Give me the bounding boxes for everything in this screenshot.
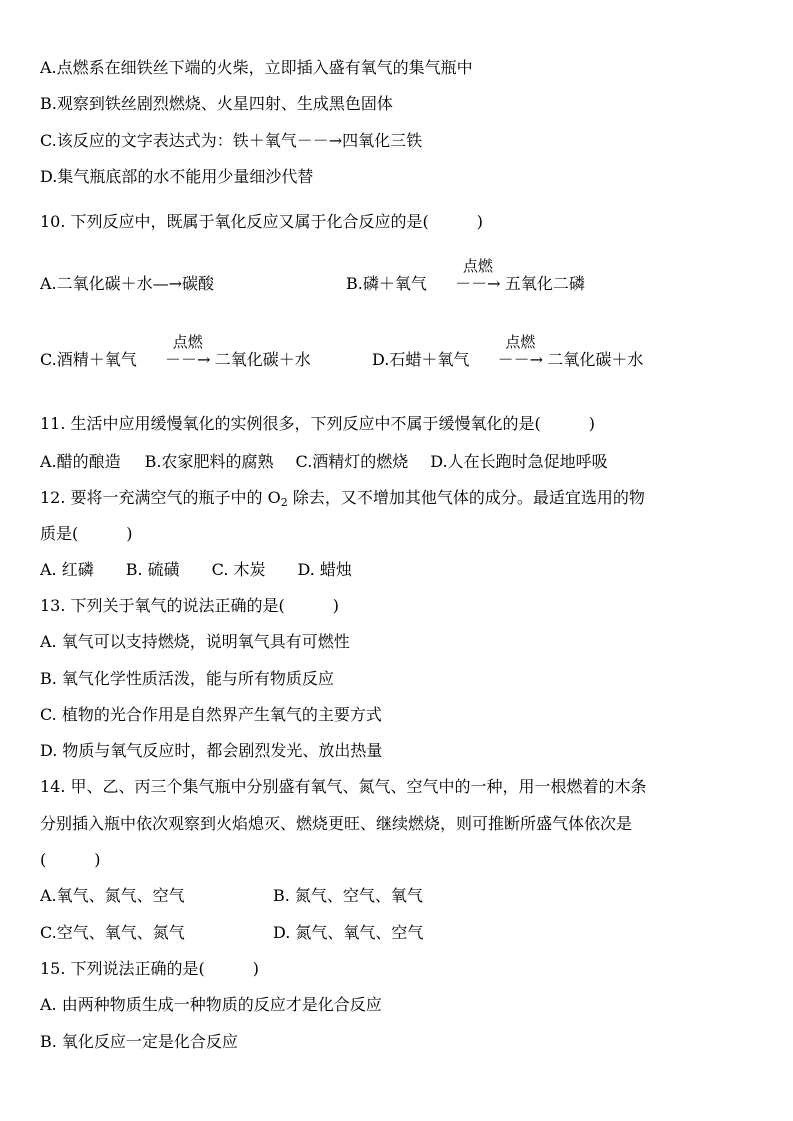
q14-stem-line-2: 分别插入瓶中依次观察到火焰熄灭、燃烧更旺、继续燃烧，则可推断所盛气体依次是: [40, 814, 633, 833]
reaction-arrow: －－→: [497, 350, 544, 369]
q14-option-a: A.氧气、氮气、空气: [40, 886, 185, 905]
q12-stem-part-1: 12. 要将一充满空气的瓶子中的 O: [40, 488, 281, 507]
q13-stem: 13. 下列关于氧气的说法正确的是( ): [40, 596, 340, 615]
q13-option-d: D. 物质与氧气反应时，都会剧烈发光、放出热量: [40, 741, 383, 760]
q12-subscript: 2: [280, 496, 288, 509]
q11-stem: 11. 生活中应用缓慢氧化的实例很多，下列反应中不属于缓慢氧化的是( ): [40, 414, 596, 433]
q12-stem-continued: 质是( ): [40, 524, 133, 543]
q12-options: A. 红磷 B. 硫磺 C. 木炭 D. 蜡烛: [40, 560, 352, 579]
q11-option-b: B.农家肥料的腐熟: [144, 452, 274, 471]
condition-label: 点燃: [462, 257, 493, 275]
condition-label: 点燃: [505, 333, 536, 351]
q10-option-b-product: 五氧化二磷: [504, 274, 585, 293]
q9-option-c: C.该反应的文字表达式为：铁＋氧气－－→四氧化三铁: [40, 131, 423, 150]
q10-stem: 10. 下列反应中，既属于氧化反应又属于化合反应的是( ): [40, 212, 484, 231]
q10-option-d: [372, 333, 644, 370]
q10-option-a: A.二氧化碳＋水—→碳酸: [40, 274, 215, 293]
q12-stem-part-2: 除去，又不增加其他气体的成分。最适宜选用的物: [287, 488, 645, 507]
q15-option-b: B. 氧化反应一定是化合反应: [40, 1032, 238, 1051]
reaction-condition: [451, 257, 505, 294]
condition-label: 点燃: [172, 333, 203, 351]
q14-option-c: C.空气、氧气、氮气: [40, 923, 185, 942]
q13-option-b: B. 氧气化学性质活泼，能与所有物质反应: [40, 669, 334, 688]
reaction-arrow: －－→: [455, 274, 501, 293]
reaction-condition: [161, 333, 215, 370]
q10-option-b-reactants: B.磷＋氧气: [346, 274, 427, 293]
q10-option-d-product: 二氧化碳＋水: [547, 350, 644, 369]
q10-option-c-reactants: C.酒精＋氧气: [40, 350, 137, 369]
q10-option-d-reactants: D.石蜡＋氧气: [372, 350, 470, 369]
q14-stem-line-3: ( ): [40, 850, 101, 869]
q9-option-a: A.点燃系在细铁丝下端的火柴，立即插入盛有氧气的集气瓶中: [40, 58, 473, 77]
q10-option-c-product: 二氧化碳＋水: [214, 350, 311, 369]
q9-option-d: D.集气瓶底部的水不能用少量细沙代替: [40, 167, 314, 186]
q13-option-c: C. 植物的光合作用是自然界产生氧气的主要方式: [40, 705, 382, 724]
q14-option-d: D. 氮气、氧气、空气: [273, 923, 424, 942]
q13-option-a: A. 氧气可以支持燃烧，说明氧气具有可燃性: [40, 632, 350, 651]
q9-option-b: B.观察到铁丝剧烈燃烧、火星四射、生成黑色固体: [40, 94, 393, 113]
q11-options: [40, 452, 608, 472]
q12-stem: [40, 488, 645, 513]
q11-option-c: C.酒精灯的燃烧: [295, 452, 409, 471]
q15-option-a: A. 由两种物质生成一种物质的反应才是化合反应: [40, 995, 382, 1014]
q14-option-b: B. 氮气、空气、氧气: [273, 886, 423, 905]
q10-option-b: [346, 257, 585, 294]
q11-option-d: D.人在长跑时急促地呼吸: [430, 452, 608, 471]
reaction-condition: [493, 333, 547, 370]
q11-option-a: A.醋的酿造: [40, 452, 121, 471]
q14-stem-line-1: 14. 甲、乙、丙三个集气瓶中分别盛有氧气、氮气、空气中的一种，用一根燃着的木条: [40, 777, 647, 796]
q10-option-c: [40, 333, 311, 370]
reaction-arrow: －－→: [165, 350, 211, 369]
q15-stem: 15. 下列说法正确的是( ): [40, 959, 260, 978]
